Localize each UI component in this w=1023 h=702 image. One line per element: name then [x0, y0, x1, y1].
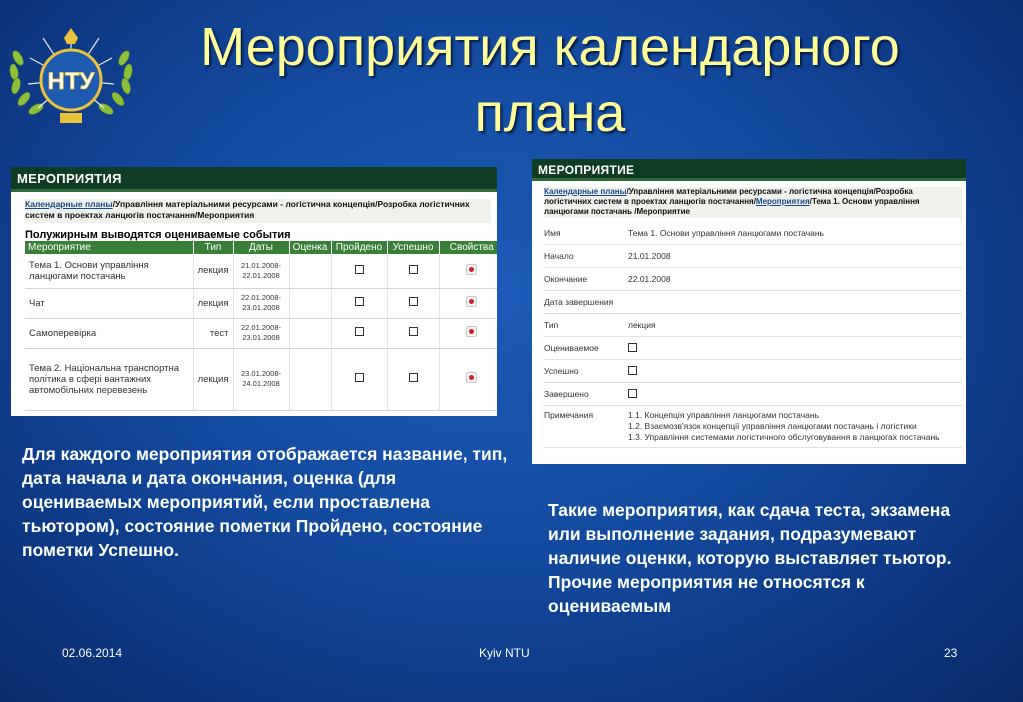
- field-label: Оцениваемое: [544, 343, 599, 353]
- field-label: Примечания: [544, 410, 594, 420]
- notes-list: [628, 410, 962, 443]
- breadcrumb: [544, 187, 962, 218]
- events-table: [25, 241, 497, 411]
- passed-cell: [331, 288, 387, 318]
- events-header: [11, 167, 497, 192]
- breadcrumb-rest: /Управління матеріальними ресурсами - логістична концепція/Розробка логістичних систем в проектах ланцюгів постачання/Мероприятия: [25, 199, 470, 220]
- event-type: лекция: [193, 288, 233, 318]
- field-label: Дата завершения: [544, 297, 614, 307]
- breadcrumb-link-plans[interactable]: Календарные планы: [25, 199, 113, 209]
- col-success[interactable]: Успешно: [387, 241, 439, 254]
- properties-cell: [439, 348, 497, 410]
- field-value: [628, 389, 962, 400]
- event-grade: [289, 318, 331, 348]
- field-completion-date: [544, 291, 962, 314]
- note-item: 1.3. Управління системами логістичного обслуговування в ланцюгах постачань: [628, 432, 940, 442]
- success-checkbox[interactable]: [409, 373, 418, 382]
- success-checkbox[interactable]: [409, 265, 418, 274]
- university-logo: [4, 18, 138, 130]
- col-dates[interactable]: Даты: [233, 241, 289, 254]
- success-cell: [387, 318, 439, 348]
- event-details-screenshot: [532, 159, 966, 464]
- event-end: 22.01.2008: [242, 270, 280, 280]
- field-success: [544, 360, 962, 383]
- field-graded: [544, 337, 962, 360]
- success-checkbox[interactable]: [409, 327, 418, 336]
- success-checkbox[interactable]: [628, 366, 637, 375]
- event-grade: [289, 254, 331, 288]
- title-line-1: Мероприятия календарного: [200, 17, 900, 77]
- field-value: [628, 366, 962, 377]
- footer-date: 02.06.2014: [62, 646, 123, 660]
- field-label: Завершено: [544, 389, 589, 399]
- passed-cell: [331, 348, 387, 410]
- event-end: 23.01.2008: [242, 333, 280, 342]
- passed-checkbox[interactable]: [355, 297, 364, 306]
- properties-icon[interactable]: [466, 372, 477, 383]
- event-end: 24.01.2008: [242, 379, 280, 388]
- event-start: 22.01.2008-: [240, 293, 282, 302]
- event-header: [532, 159, 966, 181]
- field-label: Начало: [544, 251, 574, 261]
- footer-center: Kyiv NTU: [479, 646, 530, 660]
- properties-icon[interactable]: [466, 264, 477, 275]
- event-grade: [289, 348, 331, 410]
- event-type: лекция: [193, 348, 233, 410]
- event-dates: [233, 318, 289, 348]
- table-row: [25, 288, 497, 318]
- passed-checkbox[interactable]: [355, 327, 364, 336]
- field-value: [628, 343, 962, 354]
- event-name[interactable]: Тема 2. Національна транспортна політика в сфері вантажних автомобільних перевезень: [25, 348, 193, 410]
- col-passed[interactable]: Пройдено: [331, 241, 387, 254]
- svg-text:НТУ: НТУ: [47, 68, 95, 95]
- event-name[interactable]: Тема 1. Основи управління ланцюгами постачань: [25, 254, 193, 288]
- slide-title: [140, 14, 960, 146]
- properties-cell: [439, 288, 497, 318]
- description-right: Такие мероприятия, как сдача теста, экзамена или выполнение задания, подразумевают наличие оценки, которую выставляет тьютор. Прочие мероприятия не относятся к оцениваемым: [548, 500, 952, 616]
- breadcrumb-end: /Тема 1. Основи управління ланцюгами постачань /Мероприятие: [544, 197, 920, 216]
- field-completed: [544, 383, 962, 406]
- col-grade[interactable]: Оценка: [289, 241, 331, 254]
- field-value: 22.01.2008: [628, 274, 671, 284]
- properties-cell: [439, 254, 497, 288]
- field-label: Имя: [544, 228, 561, 238]
- properties-icon[interactable]: [466, 326, 477, 337]
- event-start: 23.01.2008-: [240, 369, 282, 378]
- success-checkbox[interactable]: [409, 297, 418, 306]
- event-grade: [289, 288, 331, 318]
- table-row: [25, 348, 497, 410]
- table-row: [25, 254, 497, 288]
- event-dates: [233, 254, 289, 288]
- title-line-2: плана: [474, 83, 626, 143]
- event-dates: [233, 348, 289, 410]
- event-dates: [233, 288, 289, 318]
- field-label: Тип: [544, 320, 559, 330]
- col-type[interactable]: Тип: [193, 241, 233, 254]
- breadcrumb: [25, 199, 491, 223]
- passed-checkbox[interactable]: [355, 373, 364, 382]
- event-name[interactable]: Самоперевірка: [25, 318, 193, 348]
- table-row: [25, 318, 497, 348]
- graded-checkbox[interactable]: [628, 343, 637, 352]
- completed-checkbox[interactable]: [628, 389, 637, 398]
- success-cell: [387, 254, 439, 288]
- passed-checkbox[interactable]: [355, 265, 364, 274]
- col-properties[interactable]: Свойства: [439, 241, 497, 254]
- event-name[interactable]: Чат: [25, 288, 193, 318]
- footer-page-number: 23: [944, 646, 958, 660]
- field-start: [544, 245, 962, 268]
- field-value: Тема 1. Основи управління ланцюгами постачань: [628, 228, 824, 238]
- note-item: 1.1. Концепція управління ланцюгами постачань: [628, 410, 819, 420]
- field-name: [544, 222, 962, 245]
- field-label: Окончание: [544, 274, 588, 284]
- properties-cell: [439, 318, 497, 348]
- event-type: тест: [193, 318, 233, 348]
- field-label: Успешно: [544, 366, 579, 376]
- table-header-row: [25, 241, 497, 254]
- field-type: [544, 314, 962, 337]
- event-header-label: МЕРОПРИЯТИЕ: [538, 163, 635, 177]
- note-item: 1.2. Взаємозв'язок концепції управління ланцюгами постачань і логістики: [628, 421, 917, 431]
- passed-cell: [331, 318, 387, 348]
- description-left: Для каждого мероприятия отображается название, тип, дата начала и дата окончания, оценка (для оцениваемых мероприятий, если проставлена тьютором), состояние пометки Пройдено, состояние пометки Успешно.: [22, 444, 508, 560]
- field-notes: [544, 406, 962, 448]
- success-cell: [387, 348, 439, 410]
- event-start: 21.01.2008-: [240, 260, 282, 270]
- event-end: 23.01.2008: [242, 303, 280, 312]
- breadcrumb-mid: /Управління матеріальними ресурсами - логістична концепція/Розробка логістичних систем в проектах ланцюгів постачання/: [544, 187, 913, 206]
- events-subheading: Полужирным выводятся оцениваемые события: [25, 229, 291, 241]
- field-value: лекция: [628, 320, 656, 330]
- events-list-screenshot: [11, 167, 497, 416]
- breadcrumb-link-plans[interactable]: Календарные планы: [544, 187, 627, 196]
- event-type: лекция: [193, 254, 233, 288]
- col-event[interactable]: Мероприятие: [25, 241, 193, 254]
- breadcrumb-link-events[interactable]: Мероприятия: [755, 197, 810, 206]
- properties-icon[interactable]: [466, 296, 477, 307]
- field-end: [544, 268, 962, 291]
- success-cell: [387, 288, 439, 318]
- field-value: 21.01.2008: [628, 251, 671, 261]
- events-header-label: МЕРОПРИЯТИЯ: [17, 171, 122, 186]
- event-start: 22.01.2008-: [240, 323, 282, 332]
- passed-cell: [331, 254, 387, 288]
